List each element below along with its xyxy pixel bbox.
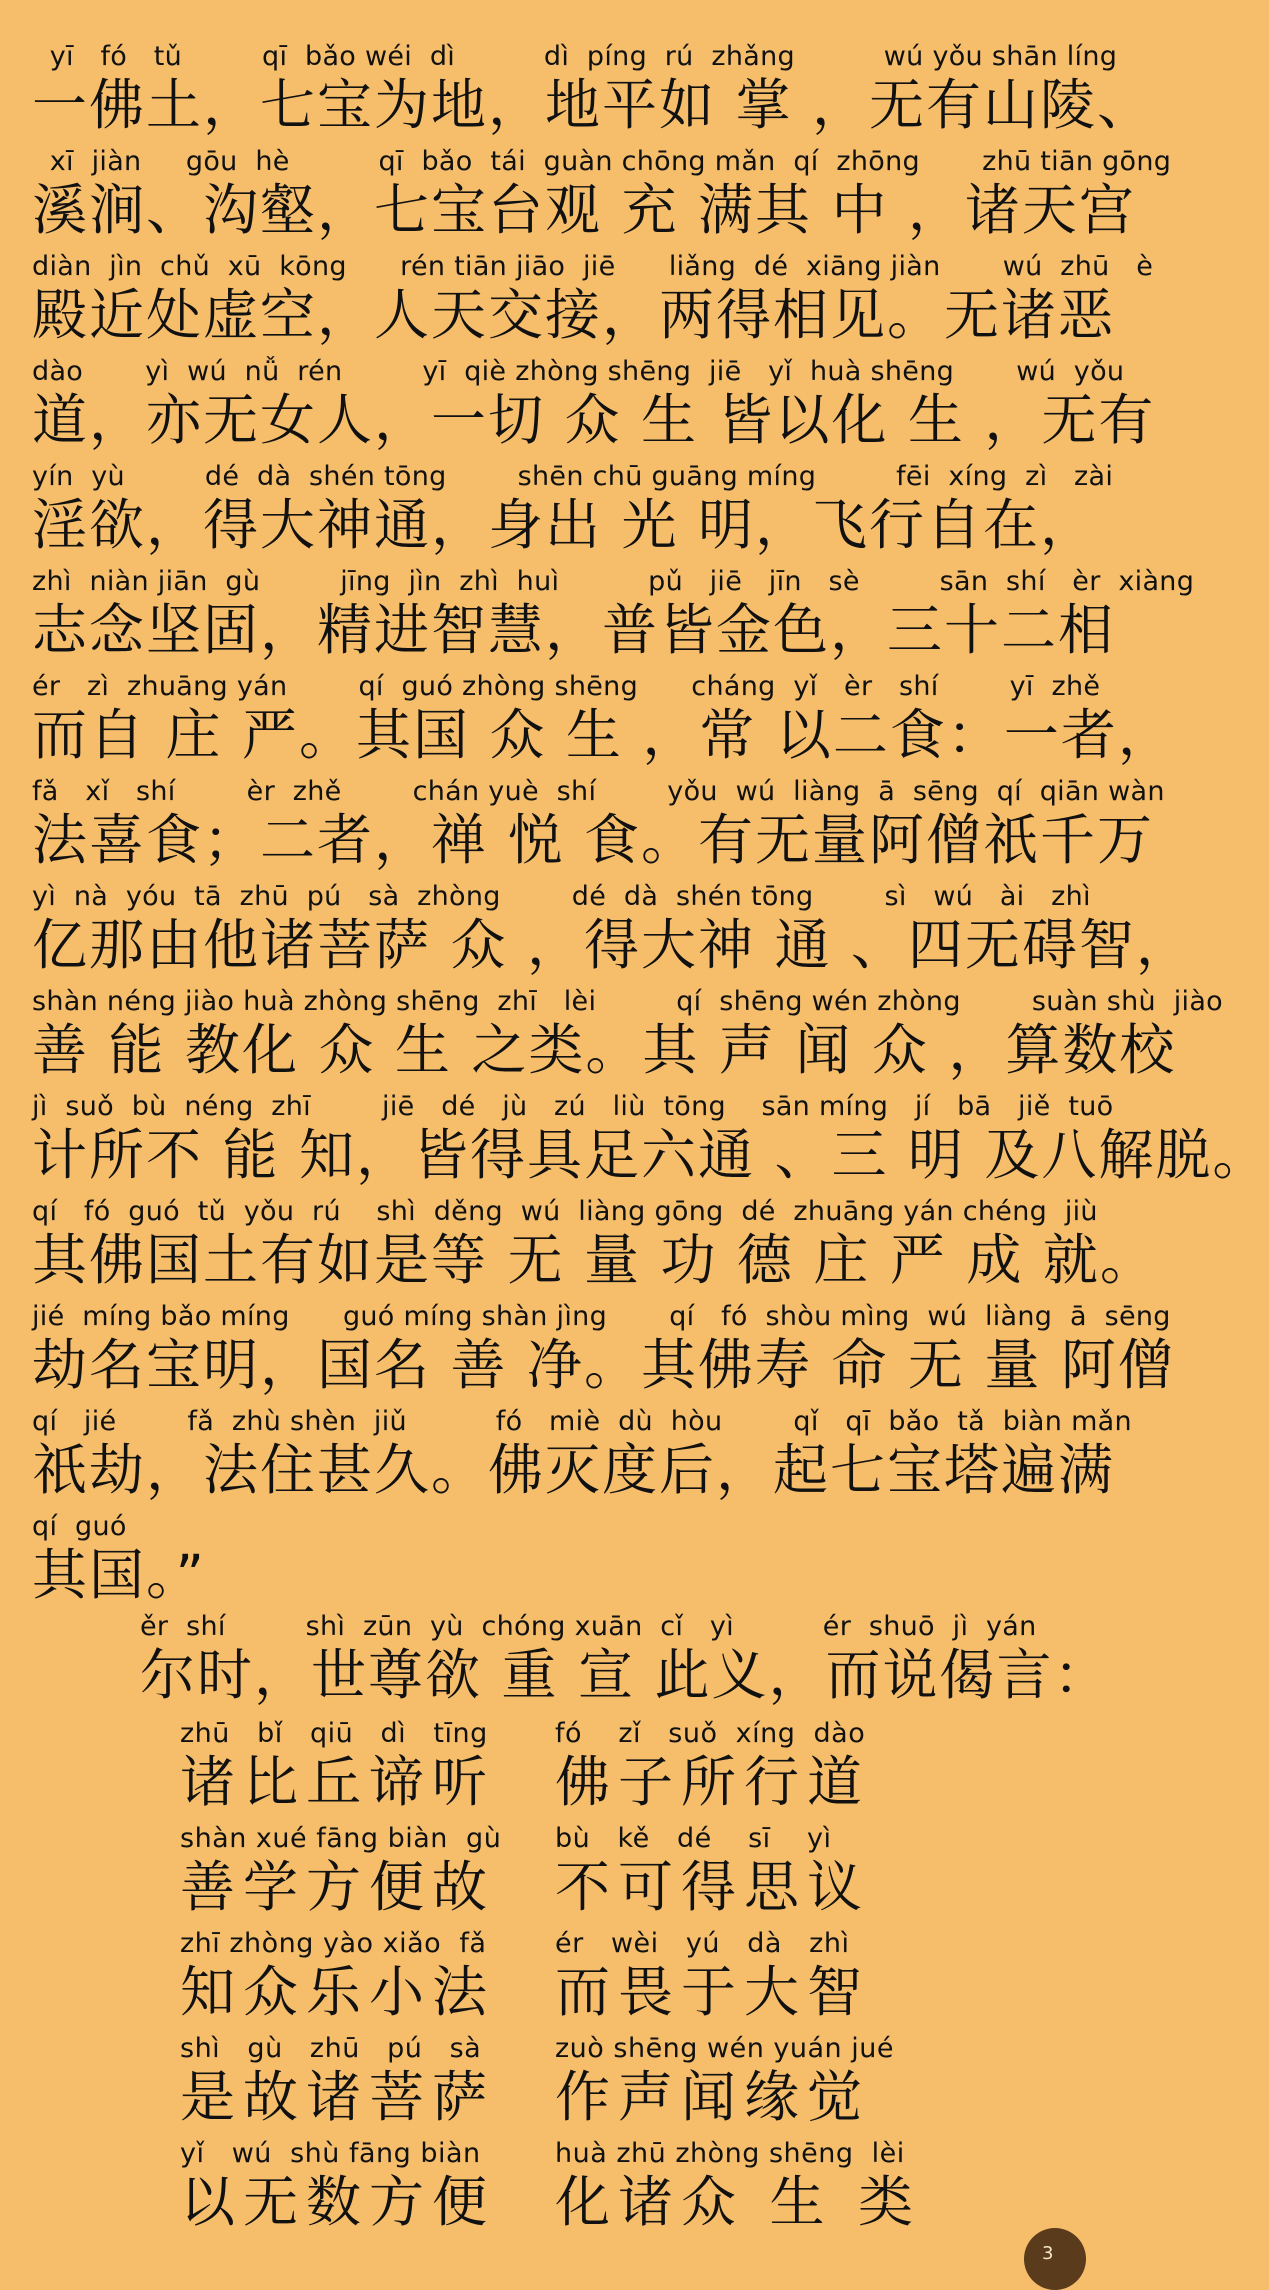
pinyin-line: yín yù dé dà shén tōng shēn chū guāng míng fēi xíng zì zài bbox=[32, 461, 1114, 492]
text-line bbox=[32, 458, 1114, 563]
pinyin-line: diàn jìn chǔ xū kōng rén tiān jiāo jiē liǎng dé xiāng jiàn wú zhū è bbox=[32, 251, 1154, 282]
text-line bbox=[32, 1403, 1132, 1508]
text-line bbox=[32, 878, 1193, 983]
hanzi-line: 一佛土，七宝为地，地平如 掌 ，无有山陵、 bbox=[32, 73, 1154, 137]
verse-row bbox=[180, 2135, 940, 2240]
verse-row bbox=[180, 1820, 940, 1925]
text-line bbox=[32, 983, 1223, 1088]
hanzi-line: 佛子所行道 bbox=[555, 1750, 871, 1814]
pinyin-line: yì nà yóu tā zhū pú sà zhòng dé dà shén tōng sì wú ài zhì bbox=[32, 881, 1091, 912]
verse-left bbox=[180, 1715, 555, 1820]
verse-left bbox=[180, 1820, 555, 1925]
verse-row bbox=[180, 1925, 940, 2030]
hanzi-line: 其佛国土有如是等 无 量 功 德 庄 严 成 就。 bbox=[32, 1228, 1157, 1292]
verse-right bbox=[555, 1820, 930, 1925]
hanzi-line: 不可得思议 bbox=[555, 1855, 871, 1919]
hanzi-line: 化诸众 生 类 bbox=[555, 2170, 921, 2234]
verse-right bbox=[555, 2135, 930, 2240]
hanzi-line: 计所不 能 知，皆得具足六通 、三 明 及八解脱。 bbox=[32, 1123, 1269, 1187]
pinyin-line: xī jiàn gōu hè qī bǎo tái guàn chōng mǎn qí zhōng zhū tiān gōng bbox=[32, 146, 1172, 177]
text-line bbox=[32, 1298, 1175, 1403]
hanzi-line: 其国。” bbox=[32, 1543, 206, 1607]
text-line bbox=[32, 668, 1175, 773]
verse-right bbox=[555, 1715, 930, 1820]
text-line bbox=[32, 248, 1154, 353]
text-line bbox=[32, 773, 1165, 878]
pinyin-line: jié míng bǎo míng guó míng shàn jìng qí fó shòu mìng wú liàng ā sēng bbox=[32, 1301, 1171, 1332]
hanzi-line: 而自 庄 严。其国 众 生 ，常 以二食：一者， bbox=[32, 703, 1175, 767]
text-line bbox=[32, 1193, 1157, 1298]
pinyin-line: ěr shí shì zūn yù chóng xuān cǐ yì ér shuō jì yán bbox=[140, 1611, 1037, 1642]
hanzi-line: 而畏于大智 bbox=[555, 1960, 871, 2024]
pinyin-line: fó zǐ suǒ xíng dào bbox=[555, 1718, 866, 1749]
pinyin-line: qí jié fǎ zhù shèn jiǔ fó miè dù hòu qǐ qī bǎo tǎ biàn mǎn bbox=[32, 1406, 1132, 1437]
text-line bbox=[32, 1088, 1269, 1193]
text-line bbox=[32, 143, 1172, 248]
verse-right bbox=[555, 2030, 930, 2135]
verse-block bbox=[180, 1715, 940, 2240]
hanzi-line: 诸比丘谛听 bbox=[180, 1750, 496, 1814]
hanzi-line: 溪涧、沟壑，七宝台观 充 满其 中 ，诸天宫 bbox=[32, 178, 1136, 242]
pinyin-line: fǎ xǐ shí èr zhě chán yuè shí yǒu wú liàng ā sēng qí qiān wàn bbox=[32, 776, 1165, 807]
verse-left bbox=[180, 2135, 555, 2240]
pinyin-line: shàn néng jiào huà zhòng shēng zhī lèi qí shēng wén zhòng suàn shù jiào bbox=[32, 986, 1223, 1017]
prose-block bbox=[32, 38, 1269, 1613]
pinyin-line: bù kě dé sī yì bbox=[555, 1823, 832, 1854]
pinyin-line: shì gù zhū pú sà bbox=[180, 2033, 482, 2064]
pinyin-line: ér zì zhuāng yán qí guó zhòng shēng cháng yǐ èr shí yī zhě bbox=[32, 671, 1101, 702]
verse-row bbox=[180, 2030, 940, 2135]
pinyin-line: yī fó tǔ qī bǎo wéi dì dì píng rú zhǎng wú yǒu shān líng bbox=[32, 41, 1118, 72]
text-line bbox=[32, 38, 1154, 143]
pinyin-line: jì suǒ bù néng zhī jiē dé jù zú liù tōng sān míng jí bā jiě tuō bbox=[32, 1091, 1114, 1122]
verse-right bbox=[555, 1925, 930, 2030]
hanzi-line: 亿那由他诸菩萨 众 ，得大神 通 、四无碍智， bbox=[32, 913, 1193, 977]
hanzi-line: 祇劫，法住甚久。佛灭度后，起七宝塔遍满 bbox=[32, 1438, 1116, 1502]
pinyin-line: zhū bǐ qiū dì tīng bbox=[180, 1718, 488, 1749]
pinyin-line: qí guó bbox=[32, 1511, 127, 1542]
verse-intro bbox=[140, 1608, 1111, 1708]
pinyin-line: zhì niàn jiān gù jīng jìn zhì huì pǔ jiē jīn sè sān shí èr xiàng bbox=[32, 566, 1195, 597]
pinyin-line: dào yì wú nǚ rén yī qiè zhòng shēng jiē yǐ huà shēng wú yǒu bbox=[32, 356, 1125, 387]
hanzi-line: 道，亦无女人，一切 众 生 皆以化 生 ，无有 bbox=[32, 388, 1156, 452]
verse-row bbox=[180, 1715, 940, 1820]
page-number-badge: 3 bbox=[1024, 2228, 1086, 2290]
text-line bbox=[32, 353, 1156, 458]
text-line bbox=[32, 563, 1195, 668]
hanzi-line: 淫欲，得大神通，身出 光 明，飞行自在， bbox=[32, 493, 1097, 557]
hanzi-line: 作声闻缘觉 bbox=[555, 2065, 871, 2129]
hanzi-line: 以无数方便 bbox=[180, 2170, 496, 2234]
hanzi-line: 善 能 教化 众 生 之类。其 声 闻 众 ，算数校 bbox=[32, 1018, 1177, 1082]
pinyin-line: huà zhū zhòng shēng lèi bbox=[555, 2138, 905, 2169]
pinyin-line: zuò shēng wén yuán jué bbox=[555, 2033, 894, 2064]
text-line bbox=[32, 1508, 1052, 1613]
pinyin-line: yǐ wú shù fāng biàn bbox=[180, 2138, 481, 2169]
pinyin-line: qí fó guó tǔ yǒu rú shì děng wú liàng gōng dé zhuāng yán chéng jiù bbox=[32, 1196, 1098, 1227]
pinyin-line: ér wèi yú dà zhì bbox=[555, 1928, 850, 1959]
hanzi-line: 是故诸菩萨 bbox=[180, 2065, 496, 2129]
hanzi-line: 法喜食；二者，禅 悦 食。有无量阿僧祇千万 bbox=[32, 808, 1154, 872]
hanzi-line: 尔时，世尊欲 重 宣 此义，而说偈言： bbox=[140, 1643, 1111, 1707]
hanzi-line: 善学方便故 bbox=[180, 1855, 496, 1919]
verse-left bbox=[180, 2030, 555, 2135]
hanzi-line: 志念坚固，精进智慧，普皆金色，三十二相 bbox=[32, 598, 1116, 662]
pinyin-line: zhī zhòng yào xiǎo fǎ bbox=[180, 1928, 487, 1959]
hanzi-line: 殿近处虚空，人天交接，两得相见。无诸恶 bbox=[32, 283, 1116, 347]
pinyin-line: shàn xué fāng biàn gù bbox=[180, 1823, 502, 1854]
hanzi-line: 知众乐小法 bbox=[180, 1960, 496, 2024]
hanzi-line: 劫名宝明，国名 善 净。其佛寿 命 无 量 阿僧 bbox=[32, 1333, 1175, 1397]
verse-left bbox=[180, 1925, 555, 2030]
